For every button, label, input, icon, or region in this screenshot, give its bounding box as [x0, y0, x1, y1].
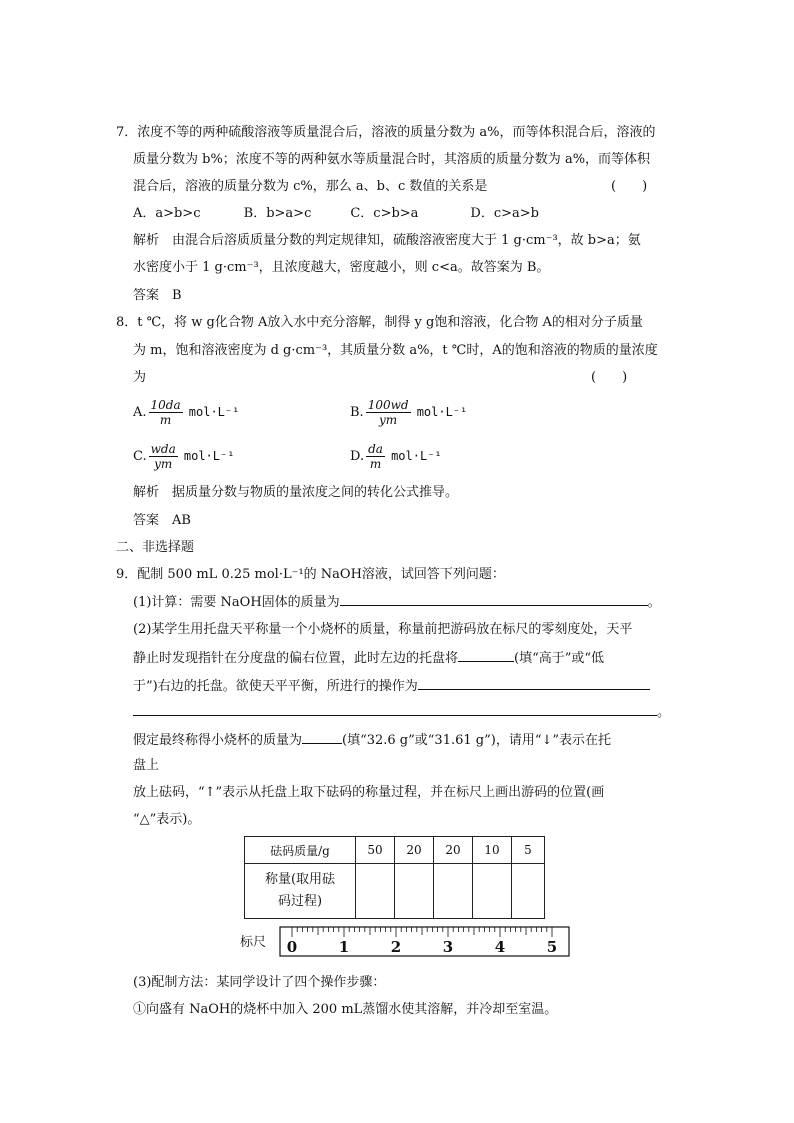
option-a-label: A. — [133, 405, 147, 420]
ruler-number: 3 — [442, 938, 454, 956]
q7-options: A．a>b>c B．b>a>c C．c>b>a D．c>a>b — [133, 206, 539, 221]
q9-part2-line2-text: 静止时发现指针在分度盘的偏右位置，此时左边的托盘将 — [133, 651, 459, 666]
q7-analysis-line2: 水密度小于 1 g·cm⁻³，且浓度越大，密度越小，则 c<a。故答案为 B。 — [133, 260, 550, 275]
weight-cell: 5 — [512, 837, 545, 864]
option-d-fraction — [366, 442, 385, 471]
option-c-denominator: ym — [154, 457, 173, 471]
q9-operation-blank[interactable] — [418, 677, 650, 690]
option-c-numerator: wda — [150, 442, 176, 456]
q9-part2-line3 — [133, 677, 650, 696]
process-cell[interactable] — [512, 864, 545, 919]
q7-analysis-line1: 解析 由混合后溶质质量分数的判定规律知，硫酸溶液密度大于 1 g·cm⁻³，故 b>a；氨 — [133, 233, 641, 248]
q9-part2-line7: 放上砝码，“↑”表示从托盘上取下砝码的称量过程，并在标尺上画出游码的位置(画 — [133, 785, 605, 800]
weights-header-row — [245, 837, 545, 864]
ruler[interactable] — [279, 926, 571, 958]
q9-part2-line5-hint: (填“32.6 g”或“31.61 g”)，请用“↓”表示在托 — [342, 733, 611, 748]
process-cell[interactable] — [473, 864, 512, 919]
option-b-denominator: ym — [379, 413, 398, 427]
weights-table — [244, 836, 545, 919]
q7-line2: 质量分数为 b%；浓度不等的两种氨水等质量混合时，其溶质的质量分数为 a%，而等体积 — [133, 152, 651, 167]
weights-process-label-line2: 码过程) — [277, 894, 323, 909]
option-d-label: D. — [350, 449, 365, 464]
q9-operation-blank-cont[interactable] — [133, 703, 657, 716]
weights-header-label: 砝码质量/g — [245, 837, 356, 864]
option-c-unit: mol·L⁻¹ — [183, 449, 235, 463]
q8-option-c — [133, 442, 234, 471]
ruler-number: 0 — [286, 938, 298, 956]
section-heading: 二、非选择题 — [116, 540, 195, 555]
weight-cell: 10 — [473, 837, 512, 864]
q7-line3: 混合后，溶液的质量分数为 c%，那么 a、b、c 数值的关系是 — [133, 179, 488, 194]
option-b-numerator: 100wd — [367, 398, 409, 412]
process-cell[interactable] — [395, 864, 434, 919]
q9-height-blank[interactable] — [458, 649, 514, 662]
q9-part3-line1: (3)配制方法：某同学设计了四个操作步骤： — [133, 975, 386, 990]
option-b-label: B. — [350, 405, 364, 420]
q9-part2-line4 — [133, 703, 670, 722]
weights-process-label-line1: 称量(取用砝 — [264, 872, 336, 887]
weights-process-row — [245, 864, 545, 919]
q9-part2-line4-end: 。 — [657, 705, 671, 720]
q8-analysis: 解析 据质量分数与物质的量浓度之间的转化公式推导。 — [133, 485, 459, 500]
option-d-denominator: m — [369, 457, 382, 471]
weights-process-label — [245, 864, 356, 919]
q9-part1 — [133, 593, 661, 612]
q9-part3-line2: ①向盛有 NaOH的烧杯中加入 200 mL蒸馏水使其溶解，并冷却至室温。 — [133, 1002, 558, 1017]
option-b-fraction — [366, 398, 411, 427]
q8-option-a — [133, 398, 239, 427]
q8-line3: 为 — [133, 370, 147, 385]
weight-cell: 20 — [434, 837, 473, 864]
q9-part2-line2-hint: (填“高于”或“低 — [514, 651, 605, 666]
option-b-unit: mol·L⁻¹ — [416, 405, 468, 419]
q7-answer: 答案 B — [133, 288, 182, 303]
option-a-fraction — [149, 398, 183, 427]
ruler-number: 2 — [390, 938, 402, 956]
q9-part2-line5 — [133, 731, 611, 750]
q9-part2-line3-text: 于”)右边的托盘。欲使天平平衡，所进行的操作为 — [133, 679, 418, 694]
option-a-unit: mol·L⁻¹ — [188, 405, 240, 419]
q9-part1-blank[interactable] — [340, 593, 648, 606]
process-cell[interactable] — [356, 864, 395, 919]
q8-line2: 为 m，饱和溶液密度为 d g·cm⁻³，其质量分数 a%，t ℃时，A的饱和溶液的物质的量浓度 — [133, 343, 658, 358]
q8-option-b — [350, 398, 467, 427]
q8-answer-paren: ( ) — [591, 370, 628, 385]
option-d-numerator: da — [368, 442, 383, 456]
q8-line1: 8．t ℃，将 w g化合物 A放入水中充分溶解，制得 y g饱和溶液，化合物 A的相对分子质量 — [116, 315, 643, 330]
q9-mass-blank[interactable] — [302, 731, 342, 744]
q9-part2-line5-text: 假定最终称得小烧杯的质量为 — [133, 733, 303, 748]
q7-answer-paren: ( ) — [611, 179, 648, 194]
q9-part2-line2 — [133, 649, 604, 668]
ruler-number: 4 — [494, 938, 506, 956]
option-a-numerator: 10da — [150, 398, 181, 412]
q9-part1-text: (1)计算：需要 NaOH固体的质量为 — [133, 595, 340, 610]
q9-line1: 9．配制 500 mL 0.25 mol·L⁻¹的 NaOH溶液，试回答下列问题： — [116, 567, 505, 582]
ruler-label: 标尺 — [240, 935, 267, 950]
q9-part2-line8: “△”表示)。 — [133, 812, 201, 827]
option-c-fraction — [149, 442, 178, 471]
weight-cell: 20 — [395, 837, 434, 864]
option-d-unit: mol·L⁻¹ — [391, 449, 442, 463]
q9-part1-end: 。 — [647, 595, 661, 610]
q9-part2-line1: (2)某学生用托盘天平称量一个小烧杯的质量，称量前把游码放在标尺的零刻度处，天平 — [133, 622, 633, 637]
ruler-number: 5 — [546, 938, 558, 956]
q9-part2-line6: 盘上 — [133, 758, 160, 773]
process-cell[interactable] — [434, 864, 473, 919]
option-c-label: C. — [133, 449, 147, 464]
ruler-number: 1 — [338, 938, 350, 956]
weight-cell: 50 — [356, 837, 395, 864]
q8-answer: 答案 AB — [133, 513, 191, 528]
q8-option-d — [350, 442, 442, 471]
option-a-denominator: m — [159, 413, 172, 427]
q7-line1: 7．浓度不等的两种硫酸溶液等质量混合后，溶液的质量分数为 a%，而等体积混合后，溶液的 — [116, 125, 656, 140]
